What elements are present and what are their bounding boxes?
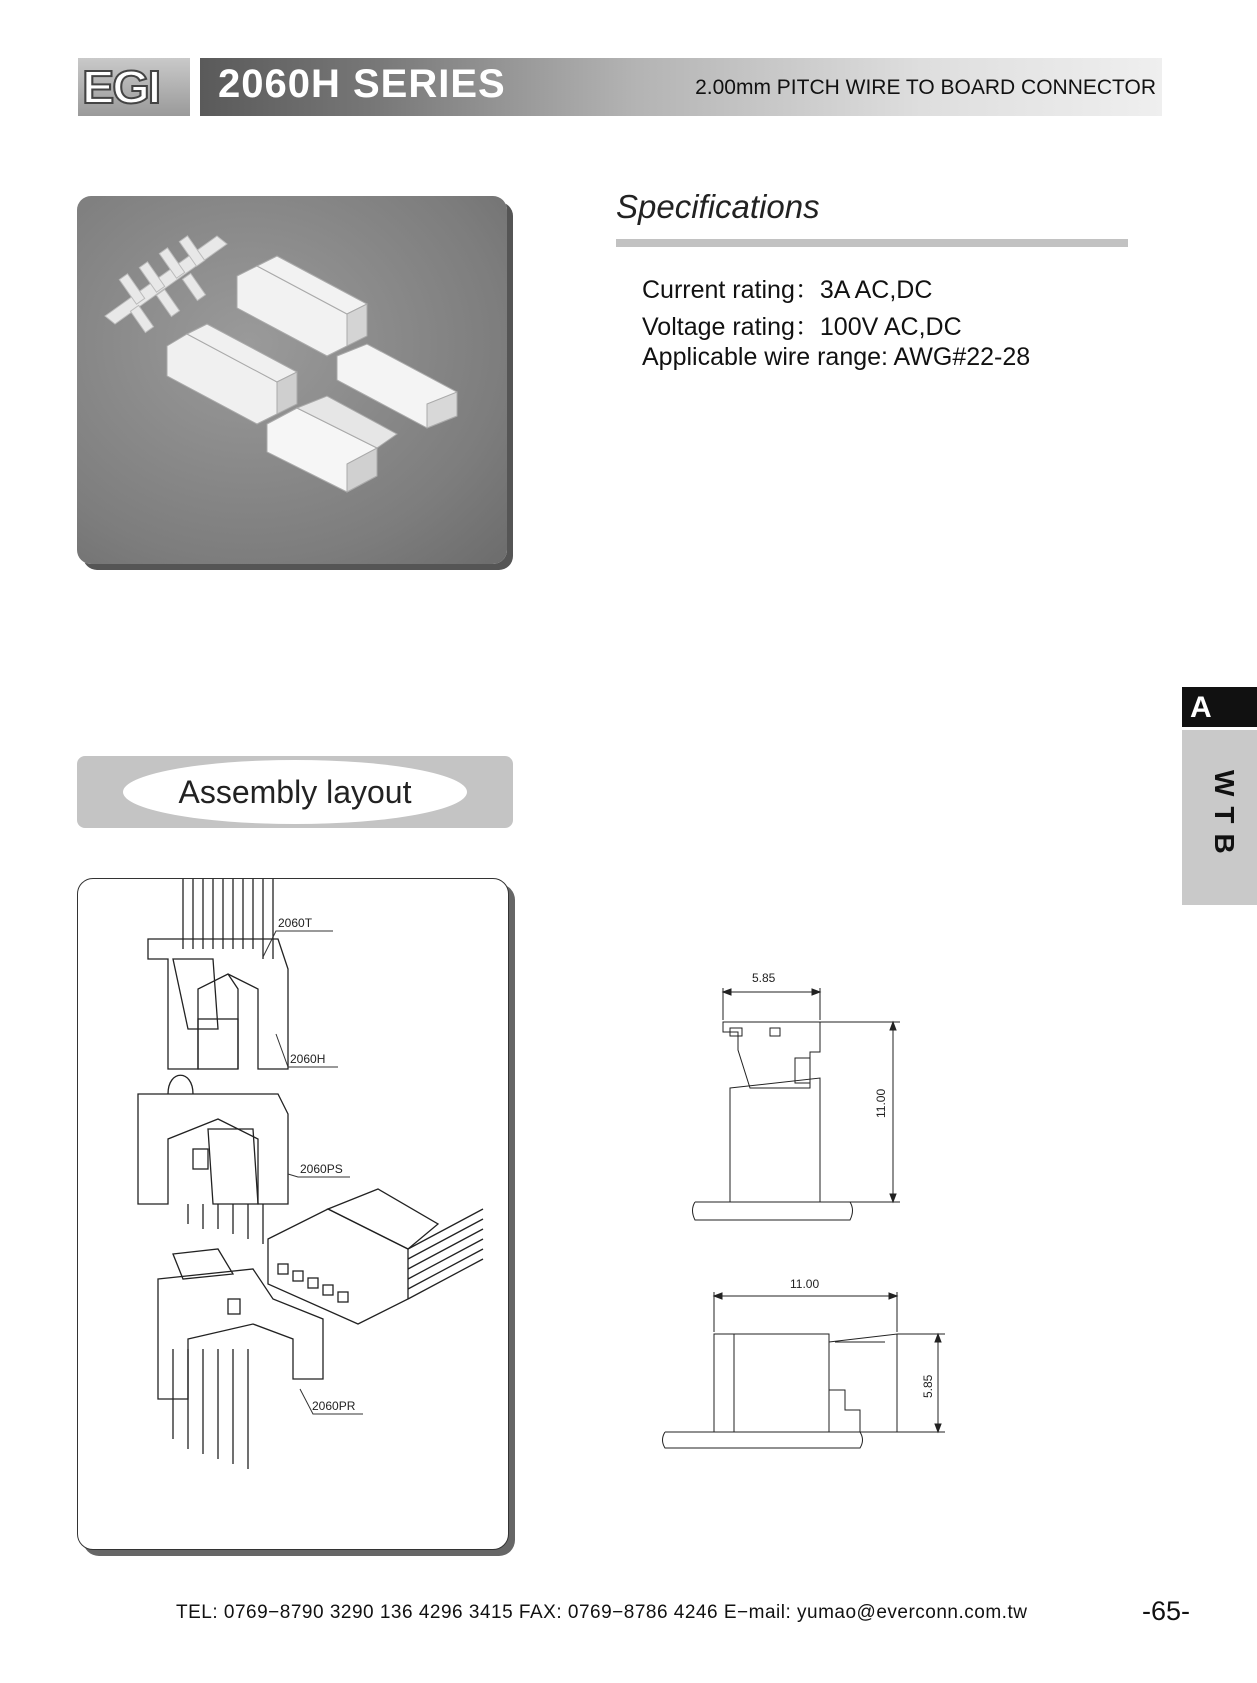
series-title: 2060H SERIES (218, 62, 506, 106)
section-name: WTB (1209, 770, 1240, 864)
spec-voltage-rating: Voltage rating：100V AC,DC (642, 313, 962, 341)
assembly-diagram (78, 879, 508, 1549)
series-banner (200, 58, 1162, 116)
part-label-2060ps: 2060PS (300, 1162, 343, 1176)
part-label-2060pr: 2060PR (312, 1399, 356, 1413)
side-view (660, 1270, 960, 1460)
front-height-label: 11.00 (874, 1088, 888, 1118)
assembly-heading: Assembly layout (178, 774, 412, 810)
front-view (690, 970, 930, 1240)
section-tab-name (1182, 730, 1257, 905)
spec-wire-range: Applicable wire range: AWG#22-28 (642, 343, 1031, 371)
page-number: -65- (1142, 1596, 1191, 1626)
brand-logo (78, 58, 190, 116)
assembly-heading-bar (77, 756, 513, 828)
connector-photo-illustration (77, 196, 507, 564)
logo-text: EGI (82, 61, 160, 113)
contact-footer: TEL: 0769−8790 3290 136 4296 3415 FAX: 0769−8786 4246 E−mail: yumao@everconn.com.tw (176, 1602, 1028, 1623)
part-label-2060h: 2060H (290, 1052, 326, 1066)
product-photo (77, 196, 507, 564)
front-dimension-drawing (690, 970, 930, 1240)
section-letter: A (1190, 691, 1212, 724)
assembly-diagram-panel (77, 878, 509, 1550)
series-subtitle: 2.00mm PITCH WIRE TO BOARD CONNECTOR (695, 76, 1156, 99)
specifications-heading: Specifications (616, 188, 820, 225)
front-width-label: 5.85 (752, 971, 776, 985)
side-dimension-drawing (660, 1270, 960, 1460)
page-header (78, 58, 1162, 116)
side-height-label: 5.85 (921, 1374, 935, 1398)
side-width-label: 11.00 (790, 1277, 820, 1291)
specifications-divider (616, 239, 1128, 247)
section-tab-letter (1182, 687, 1257, 727)
assembly-heading-oval (123, 760, 467, 824)
part-label-2060t: 2060T (278, 916, 313, 930)
spec-current-rating: Current rating：3A AC,DC (642, 276, 933, 304)
